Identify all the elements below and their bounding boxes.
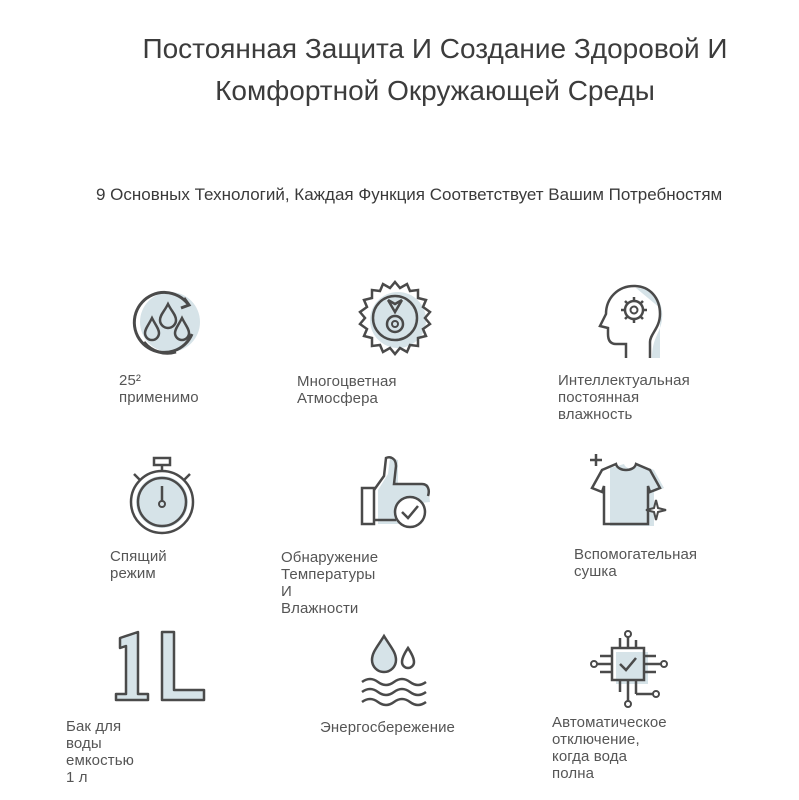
feature-label: [281, 549, 378, 617]
feature-label-line-2: постоянная влажность: [558, 389, 640, 423]
feature-label: Многоцветная Атмосфера: [297, 373, 397, 407]
feature-label: [558, 372, 690, 423]
chip-check-icon: [590, 630, 670, 710]
page-title: [60, 28, 799, 112]
feature-label-line-1: Автоматическое отключение,: [552, 714, 667, 748]
one-liter-icon: [112, 628, 212, 706]
feature-label: [574, 546, 697, 580]
feature-label-line-1: Обнаружение Температуры И: [281, 549, 379, 600]
feature-label: Спящий режим: [110, 548, 167, 582]
drop-waves-icon: [356, 630, 436, 708]
title-line-2: Комфортной Окружающей Среды: [215, 75, 655, 106]
thumbs-up-check-icon: [358, 454, 438, 534]
feature-label-line-1: Вспомогательная: [574, 546, 698, 563]
feature-label-line-2: Влажности: [281, 600, 359, 617]
page-subtitle: 9 Основных Технологий, Каждая Функция Соответствует Вашим Потребностям: [96, 185, 723, 204]
feature-label-line-2: когда вода полна: [552, 748, 628, 782]
feature-label-line-2: сушка: [574, 563, 617, 580]
feature-label: Энергосбережение: [320, 719, 455, 736]
stopwatch-icon: [122, 454, 202, 538]
feature-label: 25² применимо: [119, 372, 199, 406]
medal-icon: [354, 278, 436, 360]
head-gear-icon: [592, 280, 674, 364]
feature-label: Бак для воды емкостью 1 л: [66, 718, 134, 786]
title-line-1: Постоянная Защита И Создание Здоровой И: [142, 33, 728, 64]
tshirt-sparkle-icon: [586, 452, 670, 532]
feature-label: [552, 714, 667, 782]
water-drops-cycle-icon: [126, 282, 206, 362]
feature-label-line-1: Интеллектуальная: [558, 372, 690, 389]
